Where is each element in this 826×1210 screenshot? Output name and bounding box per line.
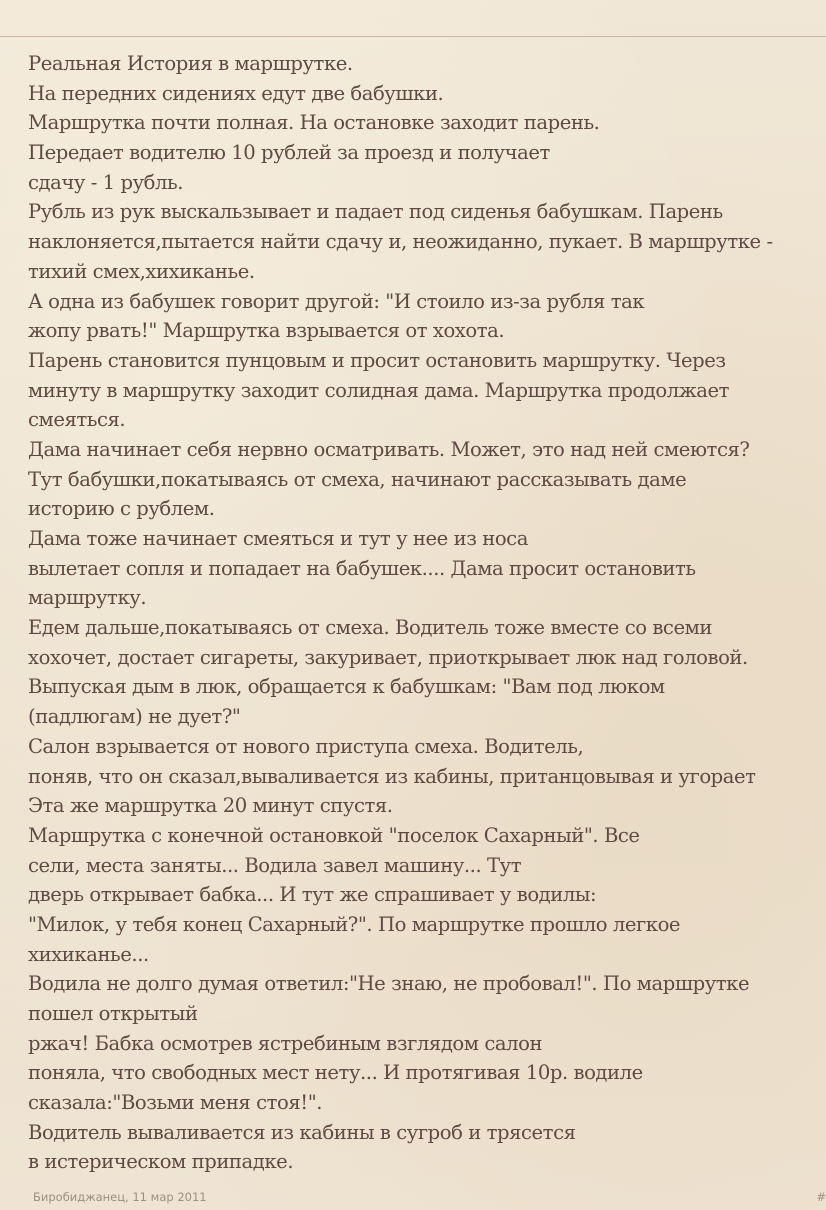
story-line: хихиканье...: [28, 942, 149, 966]
story-line: Дама начинает себя нервно осматривать. Может, это над ней смеются?: [28, 437, 750, 461]
story-line: маршрутку.: [28, 586, 147, 610]
story-line: сказала:"Возьми меня стоя!".: [28, 1091, 323, 1115]
story-line: Реальная История в маршрутке.: [28, 52, 353, 75]
story-line: Парень становится пунцовым и просит остановить маршрутку. Через: [28, 348, 726, 372]
story-line: сдачу - 1 рубль.: [28, 170, 183, 194]
top-divider: [0, 36, 826, 37]
story-line: Дама тоже начинает смеяться и тут у нее из носа: [28, 527, 528, 550]
story-line: пошел открытый: [28, 1002, 198, 1025]
story-line: в истерическом припадке.: [28, 1150, 294, 1174]
story-line: "Милок, у тебя конец Сахарный?". По маршрутке прошло легкое: [28, 912, 681, 936]
story-line: Тут бабушки,покатываясь от смеха, начинают рассказывать даме: [28, 467, 687, 491]
story-line: минуту в маршрутку заходит солидная дама. Маршрутка продолжает: [28, 378, 730, 402]
story-line: Передает водителю 10 рублей за проезд и получает: [28, 141, 550, 165]
story-line: (падлюгам) не дует?": [28, 705, 241, 729]
story-line: дверь открывает бабка... И тут же спрашивает у водилы:: [28, 883, 597, 907]
story-line: Едем дальше,покатываясь от смеха. Водитель тоже вместе со всеми: [28, 616, 712, 640]
story-line: На передних сидениях едут две бабушки.: [28, 81, 444, 105]
story-line: Водила не долго думая ответил:"Не знаю, не пробовал!". По маршрутке: [28, 972, 750, 996]
story-line: поняла, что свободных мест нету... И протягивая 10р. водиле: [28, 1061, 643, 1085]
story-text: [28, 49, 826, 1177]
story-line: смеяться.: [28, 408, 126, 432]
story-line: хохочет, достает сигареты, закуривает, приоткрывает люк над головой.: [28, 645, 748, 669]
author-date: Биробиджанец, 11 мар 2011: [33, 1190, 207, 1204]
story-line: тихий смех,хихиканье.: [28, 259, 255, 283]
story-line: вылетает сопля и попадает на бабушек.... Дама просит остановить: [28, 556, 696, 580]
story-line: Рубль из рук выскальзывает и падает под сиденья бабушкам. Парень: [28, 200, 723, 224]
story-line: историю с рублем.: [28, 497, 215, 521]
story-line: Салон взрывается от нового приступа смеха. Водитель,: [28, 734, 584, 758]
quote-number-link[interactable]: #: [816, 1190, 826, 1204]
story-line: Выпуская дым в люк, обращается к бабушкам: "Вам под люком: [28, 675, 665, 699]
story-line: А одна из бабушек говорит другой: "И стоило из-за рубля так: [28, 289, 645, 313]
story-line: Маршрутка почти полная. На остановке заходит парень.: [28, 111, 600, 135]
story-line: жопу рвать!" Маршрутка взрывается от хохота.: [28, 319, 505, 343]
story-line: сели, места заняты... Водила завел машину... Тут: [28, 853, 522, 877]
story-line: ржач! Бабка осмотрев ястребиным взглядом салон: [28, 1031, 543, 1055]
story-line: наклоняется,пытается найти сдачу и, неожиданно, пукает. В маршрутке -: [28, 230, 773, 254]
story-line: поняв, что он сказал,вываливается из кабины, пританцовывая и угорает: [28, 764, 756, 788]
story-line: Маршрутка с конечной остановкой "поселок Сахарный". Все: [28, 823, 640, 847]
story-line: Водитель вываливается из кабины в сугроб и трясется: [28, 1120, 576, 1144]
story-line: Эта же маршрутка 20 минут спустя.: [28, 794, 393, 818]
